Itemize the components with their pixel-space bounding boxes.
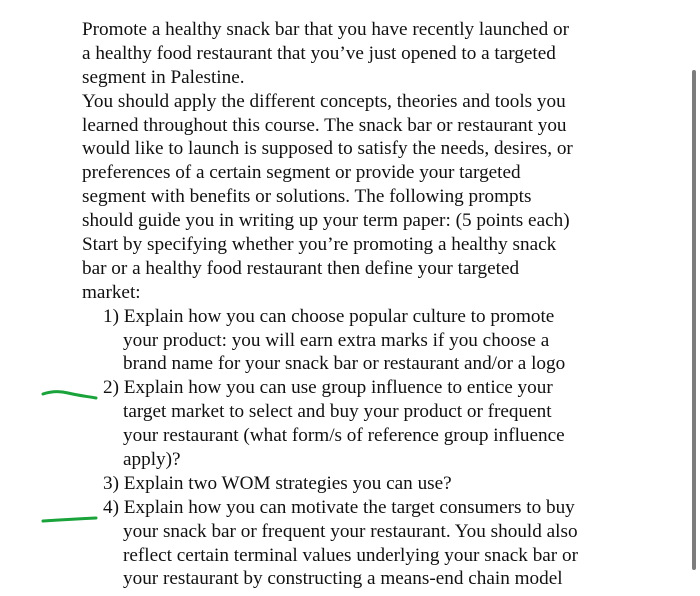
text-line: Start by specifying whether you’re promoting a healthy snack <box>82 234 557 256</box>
list-item-4 <box>82 496 642 592</box>
text-line: would like to launch is supposed to satisfy the needs, desires, or <box>82 138 573 160</box>
text-line: target market to select and buy your product or frequent <box>123 401 552 423</box>
list-item-2 <box>82 376 642 472</box>
text-line: your restaurant by constructing a means-end chain model <box>123 568 563 590</box>
text-line: should guide you in writing up your term paper: (5 points each) <box>82 210 570 232</box>
intro-paragraph <box>82 18 642 305</box>
vertical-scrollbar[interactable] <box>692 70 696 570</box>
text-line: segment with benefits or solutions. The following prompts <box>82 186 532 208</box>
text-line: a healthy food restaurant that you’ve just opened to a targeted <box>82 42 556 64</box>
list-item-1 <box>82 305 642 377</box>
text-line: preferences of a certain segment or provide your targeted <box>82 162 521 184</box>
text-line: 3) Explain two WOM strategies you can use? <box>103 472 452 494</box>
text-line: segment in Palestine. <box>82 66 245 88</box>
text-line: You should apply the different concepts, theories and tools you <box>82 90 566 112</box>
text-line: your product: you will earn extra marks if you choose a <box>123 329 550 351</box>
text-line: Promote a healthy snack bar that you have recently launched or <box>82 19 569 40</box>
document-text <box>82 18 642 591</box>
text-line: your restaurant (what form/s of reference group influence <box>123 425 565 447</box>
text-line: 4) Explain how you can motivate the target consumers to buy <box>103 496 575 518</box>
text-line: brand name for your snack bar or restaurant and/or a logo <box>123 353 566 375</box>
text-line: reflect certain terminal values underlying your snack bar or <box>123 544 578 566</box>
text-line: learned throughout this course. The snack bar or restaurant you <box>82 114 567 136</box>
text-line: 2) Explain how you can use group influence to entice your <box>103 377 553 399</box>
list-item-3 <box>82 472 642 496</box>
text-line: bar or a healthy food restaurant then define your targeted <box>82 257 520 279</box>
text-line: 1) Explain how you can choose popular culture to promote <box>103 305 555 327</box>
text-line: market: <box>82 281 141 303</box>
text-line: your snack bar or frequent your restaurant. You should also <box>123 520 578 542</box>
annotation-mark-item-4 <box>40 512 100 528</box>
text-line: apply)? <box>123 449 181 471</box>
annotation-mark-item-2 <box>40 386 100 406</box>
prompt-list <box>82 305 642 592</box>
